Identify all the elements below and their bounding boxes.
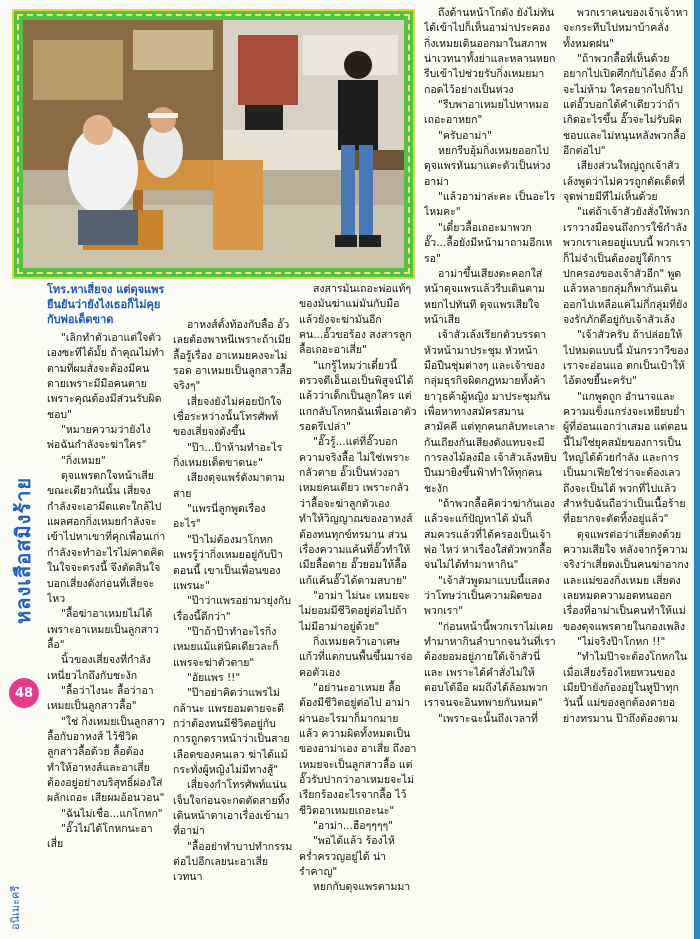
paragraph: เสียงดุจแพร์ดังมาตามสาย [173, 472, 285, 500]
paragraph: "แต่ถ้าเจ้าสัวยังสั่งให้พวกเราวางมือจนถึงการใช้กำลังพวกเราเลยอยู่แบบนี้ พวกเรา ก็ไม่จำเป็นต้องอยู่ใต้การปกครองของเจ้าสัวอีก" พูดแล้วหลายกลุ่มก็พากันเดินออกไปเหลือแค่ไม่กี่กลุ่มที่ยังจงรักภักดีอยู่กับเจ้าสัวเล้ง [563, 206, 691, 326]
paragraph: "ลื้ออย่าทำบาปทำกรรมต่อไปอีกเลยนะอาเสี่ย เวทนา [173, 840, 293, 884]
page-edge [694, 0, 700, 939]
paragraph: อาม่าขึ้นเสียงตะคอกใส่หน้าดุจแพรแล้วรีบเดินตามหยกไปทันที ดุจแพรเสียใจหน้าเสีย [424, 267, 545, 326]
paragraph: "แล้วอาม่าล่ะคะ เป็นอะไรไหมคะ" [424, 191, 556, 219]
paragraph: ถึงด้านหน้าโกดัง ยังไม่ทันได้เข้าไปก็เห็นอาม่าประคองกิ่งเหมยเดินออกมาในสภาพน่าเวทนาทั้งย่าและหลานหยกรีบเข้าไปช่วยรับกิ่งเหมยมากอดไว้อย่างเป็นห่วง [424, 7, 556, 96]
paragraph: กิ่งเหมยคว้าเอาเศษแก้วที่แตกบนพื้นขึ้นมาจ่อคอตัวเอง [299, 635, 413, 679]
paragraph: "พอได้แล้ว ร้องไห้คร่ำครวญอยู่ได้ น่ารำคาญ" [299, 835, 395, 879]
paragraph: "แกพูดถูก อำนาจและความแข็งแกร่งจะเหยียบย่ำผู้ที่อ่อนแอกว่าเสมอ แต่ตอนนี้ไม่ใช่ยุคสมัยของการเป็นใหญ่ได้ด้วยกำลัง และการเป็นมาเฟียใช่ว่าจะต้องเลวถึงจะเป็นได้ พวกที่ไปแล้วสำหรับฉันถือว่าเป็นเนื้อร้ายที่อยากจะตัดทิ้งอยู่แล้ว" [563, 390, 688, 526]
paragraph: "ลื้อฆ่าอาเหมยไม่ได้เพราะอาเหมยเป็นลูกสาวลื้อ" [47, 608, 159, 651]
page-number: 48 [9, 678, 39, 708]
paragraph: เสี่ยจงกำโทรศัพท์แน่นเจ็บใจก่อนจะกดตัดสายทิ้งเดินหน้าตาเอาเรื่องเข้ามาที่อาม่า [173, 779, 290, 838]
paragraph: ดุจแพรต่อว่าเสี่ยตงด้วยความเสียใจ หลังจากรู้ความจริงว่าเสี่ยตงเป็นคนฆ่าอากงและแม่ของกิ่งเหมย เสี่ยตงเลยหมดความอดทนออกเรื่องที่อาม่าเป็นคนทำให้แม่ของดุจแพรตายในกองเพลิง [563, 528, 689, 633]
paragraph: เสี่ยจงยังไม่ค่อยปักใจเชื่อระหว่างนั้นโทรศัพท์ของเสี่ยจงดังขึ้น [173, 395, 282, 439]
column-3 [299, 282, 417, 932]
paragraph: อาหงส์ตั้งท้องกับลื้อ อั๊วเลยต้องพาหนีเพราะถ้าเมียลื้อรู้เรื่อง อาเหมยคงจะไม่รอด อาเหมยเป็นลูกสาวลื้อจริงๆ" [173, 319, 293, 393]
paragraph: "ลื้อว่าไงนะ ลื้อว่าอาเหมยเป็นลูกสาวลื้อ" [47, 684, 154, 713]
paragraph: "ป๊าว่าแพรอย่ามายุ่งกับเรื่องนี้ดีกว่า" [173, 595, 291, 623]
column-2 [173, 318, 293, 932]
paragraph: "เดี๋ยวลื้อเถอะมาพวกอั๊ว...ลื้อยังมีหน้ามาถามอีกเหรอ" [424, 221, 553, 265]
paragraph: "อย่านะอาเหมย ลื้อต้องมีชีวิตอยู่ต่อไป อาม่าผ่านอะไรมาก็มากมายแล้ว ความผิดทั้งหมดเป็นของอาม่าเอง อาเสี่ย ถึงอาเหมยจะเป็นลูกสาวลื้อ แต่อั๊วรับปากว่าอาเหมยจะไม่เรียกร้องอะไรจากลื้อ ไว้ชีวิตอาเหมยเถอะนะ" [299, 681, 417, 817]
paragraph: "แกรู้ไหมว่าเดี๋ยวนี้ตรวจดีเอ็นเอเป็นพิสูจน์ได้แล้วว่าเด็กเป็นลูกใคร แต่แกกลับโกหกฉันเพื่อเอาตัวรอดรึเปล่า" [299, 359, 417, 434]
paragraph: "ถ้าพวกลื้อคิดว่าฆ่ากันเองแล้วจะแก้ปัญหาได้ มันก็สมควรแล้วที่ได้ครองเป็นเจ้าพ่อ ไหว่ หาเรื่องใส่ตัวพวกลื้อจนไม่ได้ทำมาหากิน" [424, 498, 555, 572]
scene-photo [23, 20, 404, 268]
side-strip [5, 280, 43, 930]
paragraph: "ไม่จริงป๊าโกหก !!" [577, 636, 666, 649]
column-4 [424, 6, 557, 932]
column-1 [47, 282, 167, 932]
paragraph: "ทำไมป๊าจะต้องโกหกในเมื่อเสียงร้องไหยหวนของเมียป๊ายังก้องอยู่ในหูป๊าทุกวันนี้ แม่ของลูกต้องตายอย่างทรมาน ป๊าถึงต้องตาม [563, 651, 688, 725]
paragraph: "เพราะฉะนั้นถึงเวลาที่ [438, 712, 538, 725]
paragraph: "เลิกทำตัวเอาแต่ใจตัวเองซะทีได้มั้ย ถ้าคุณไม่ทำตามที่ผมสั่งจะต้องมีคนตายเพราะมีมือคนตายเพราะคุณต้องมีส่วนรับผิดชอบ" [47, 332, 165, 421]
paragraph: "ฉันไม่เชื่อ...แกโกหก" [61, 807, 163, 820]
paragraph: "หมายความว่ายังไง พ่อฉันกำลังจะฆ่าใคร" [47, 424, 151, 452]
paragraph: "อั๊วไม่ได้โกหกนะอาเสี่ย [47, 823, 153, 851]
paragraph: "แพรนี่ลูกพูดเรื่องอะไร" [173, 503, 266, 531]
paragraph: "กิ่งเหมย" [61, 454, 106, 467]
paragraph: เจ้าสัวเล้งเรียกตัวบรรดาหัวหน้ามาประชุม หัวหน้ามือปืนชุ่มต่างๆ และเจ้าของกลุ่มธุรกิจผิดกฎหมายทั้งค้ายาวุธค้าผู้หญิง มาประชุมกันเพื่อหาทางสมัครสมานสามัคคี แต่ทุกคนกลับทะเลาะกันเถียงกันเสียงดังแทบจะมีการลงไม้ลงมือ เจ้าสัวเล้งหยิบปืนมายิงขึ้นฟ้าทำให้ทุกคนชะงัก [424, 329, 557, 495]
paragraph: "ป๊าถ้าป๊าทำอะไรกิ่งเหมยแม้แต่นิดเดียวละก็ แพรจะฆ่าตัวตาย" [173, 625, 279, 669]
column-5 [563, 6, 691, 932]
paragraph: พวกเราคนของเจ้าเจ้าหาจะกระทีบไปหมาบ้าคลั่งทั้งหมดฝน" [563, 7, 689, 50]
paragraph: "อาม่า...ฮือๆๆๆๆ" [313, 820, 393, 833]
paragraph: "เจ้าสัวครับ ถ้าปล่อยให้ไปหมดแบบนี้ มันกรวาวีของเราจะอ่อนแอ ตกเป็นเป้าให้ไอ้ตงขยี้นะครับ" [563, 329, 689, 388]
paragraph: "ป๊า...ป๊าห้ามทำอะไรกิ่งเหมยเด็ดขาดนะ" [173, 441, 283, 470]
paragraph: "ถ้าพวกลื้อที่เห็นด้วยอยากไปเปิดศึกกับไอ้ตง อั๊วก็จะไม่ห้าม ใครอยากไปก็ไปแต่อั๊วบอกได้คำเดียวว่าถ้าเกิดอะไรขึ้น อั๊วจะไม่รับผิดชอบและไม่หนุนหลังพวกลื้ออีกต่อไป" [563, 53, 689, 158]
paragraph: ดุจแพรตกใจหน้าเสียขณะเดียวกันนั้น เสี่ยจงกำลังจะเอามีดแตะใกล้ไปแผลศอกกิ่งเหมยกำลังจะเข้าไปหาเขาที่คุกเพื่อนเก่า กำลังจะทำอะไรไม่คาดคิด ในใจจะตรงนี้ จึงตัดสินใจ บอกเสี่ยงดังก่อนที่เสี่ยจะไหว [47, 470, 166, 605]
paragraph: หยกกับดุจแพรตามมา [313, 881, 411, 894]
paragraph: "อั๊วรู้...แต่ที่อั๊วบอกความจริงลื้อ ไม่ใช่เพราะกลัวตาย อั๊วเป็นห่วงอาเหมยคนเดียว เพราะกลัวว่าลื้อจะฆ่าลูกตัวเอง ทำให้วิญญาณของอาหงส์ต้องทนทุกข์ทรมาน ส่วนเรื่องความแค้นที่อั๊วทำให้เมียลื้อตาย อั๊วยอมให้ลื้อแก้แค้นอั๊วได้ตามสบาย" [299, 436, 413, 587]
paragraph: "ป๊าอย่าคิดว่าแพรไม่กล้านะ แพรยอมตายจะดีกว่าต้องทนมีชีวิตอยู่กับการถูกตราหน้าว่าเป็นสายเลือดของคนเลว ฆ่าได้แม้กระทั่งผู้หญิงไม่มีทางสู้" [173, 687, 290, 776]
photo-frame [12, 9, 415, 279]
scene-illustration [23, 20, 404, 268]
paragraph: นิ้วของเสี่ยจงที่กำลังเหนี่ยวไกถึงกับชะงัก [47, 654, 151, 682]
paragraph: "ก่อนหน้านี้พวกเราไม่เคยทำมาหากินลำบากจนวันที่เราต้องยอมอยู่ภายใต้เจ้าสัวนี่และ เพราะได้คำสั่งไม่ให้ตอบโต้อือ ผมถึงได้ล้อมพวกเราจนจะอินทพายกันหมด" [424, 620, 556, 710]
paragraph: "ครับอาม่า" [438, 129, 493, 142]
paragraph: "รีบพาอาเหมยไปหาหมอเถอะอาหยก" [424, 99, 549, 127]
paragraph: "อัยแพร !!" [187, 671, 241, 684]
publisher-label: อนิเมะครี [9, 885, 22, 930]
headline: โทร.หาเสี่ยจง แต่ดุจแพรยืนยันว่ายังไงเธอก็ไม่คุยกับพ่อเด็ดขาด [47, 283, 165, 326]
paragraph: "เจ้าสัวพูดมาแบบนี้แสดงว่าโทษว่าเป็นความผิดของพวกเรา" [424, 574, 550, 618]
magazine-title: หลงเสือสมิงร้าย [11, 476, 35, 624]
paragraph: เสียงส่วนใหญ่ถูกเจ้าสัวเล้งพูดว่าไม่ควรถูกตัดเด็ดที่จุดพ่ายมีทีไม่เห็นด้วย [563, 160, 685, 204]
paragraph: สงสารมันเถอะพ่อแท้ๆของมันฆ่าแม่มันกับมือ แล้วยังจะฆ่ามันอีกคน...อั๊วขอร้อง สงสารลูกลื้อเถอะอาเสี่ย" [299, 283, 412, 357]
paragraph: "อาม่า ไม่นะ เหมยจะไม่ยอมมีชีวิตอยู่ต่อไปถ้าไม่มีอาม่าอยู่ด้วย" [299, 589, 410, 633]
paragraph: "ใช่ กิ่งเหมยเป็นลูกสาวลื้อกับอาหงส์ ไว้ชีวิตลูกสาวลื้อด้วย ลื้อต้องทำให้อาหงส์และอาเสี่ยต้องอยู่อย่างบริสุทธิ์ผ่องใส่ผลักเถอะ เสียผมอ้อนวอน" [47, 715, 165, 805]
paragraph: "ป๊าไม่ต้องมาโกหก แพรรู้ว่ากิ่งเหมยอยู่กับป๊าตอนนี้ เขาเป็นเพื่อนของแพรนะ" [173, 533, 283, 592]
paragraph: หยกรีบอุ้มกิ่งเหมยออกไป ดุจแพรหันมาแตะตัวเป็นห่วงอาม่า [424, 145, 551, 188]
